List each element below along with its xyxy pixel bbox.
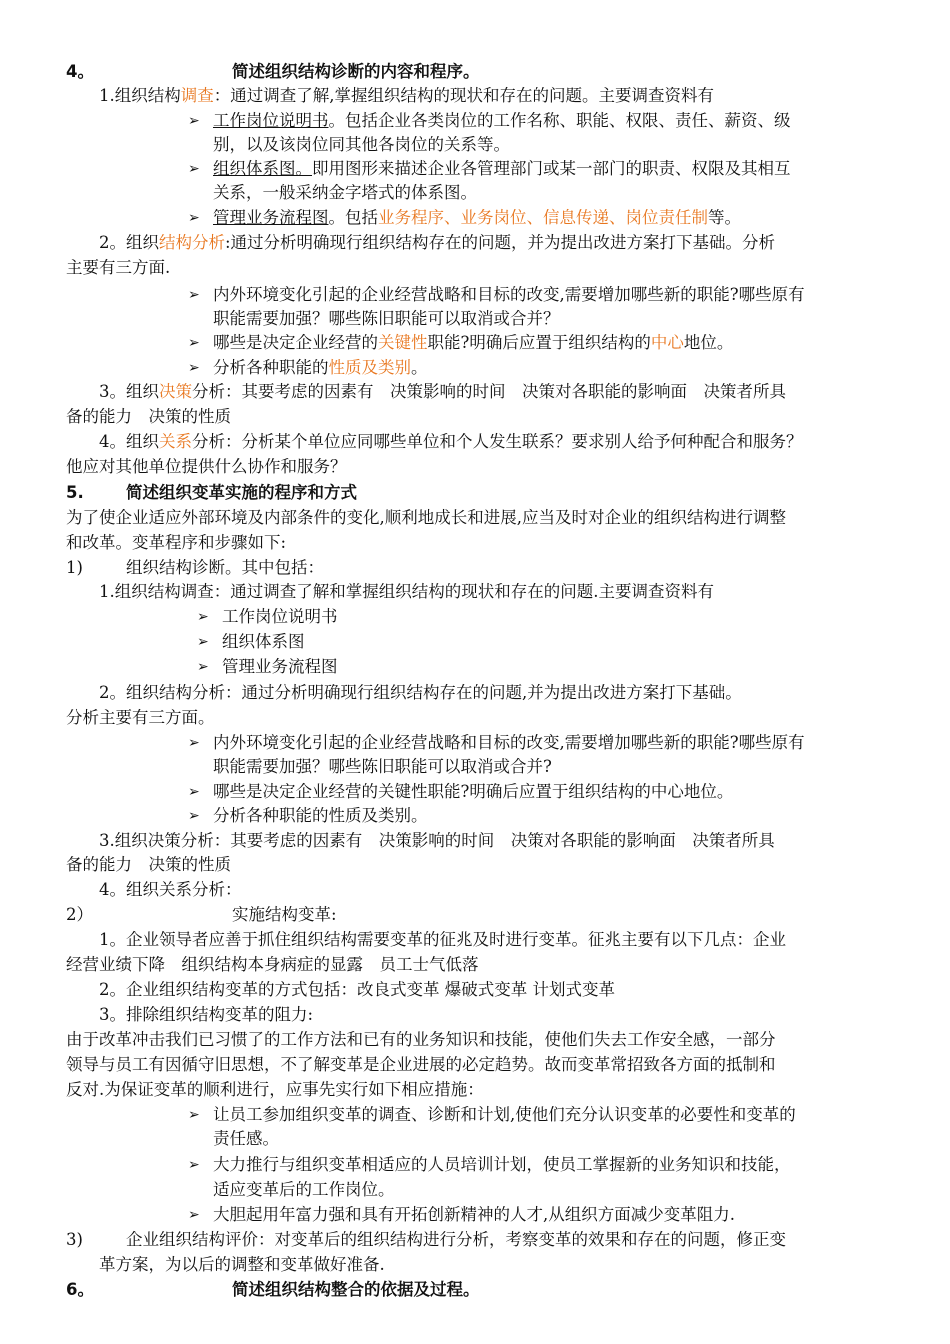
s5-doc-item-2: 组织体系图 bbox=[222, 632, 305, 651]
s5-step-2-para-3: 3。排除组织结构变革的阻力: bbox=[99, 1005, 314, 1024]
s4-analysis-2: 哪些是决定企业经营的关键性职能?明确后应置于组织结构的中心地位。 bbox=[213, 333, 734, 352]
s5-step-1-para-1: 1.组织结构调查：通过调查了解和掌握组织结构的现状和存在的问题.主要调查资料有 bbox=[99, 582, 714, 601]
s4-para-2: 2。组织结构分析:通过分析明确现行组织结构存在的问题，并为提出改进方案打下基础。分析 bbox=[99, 233, 776, 252]
s4-para-3-line-2: 备的能力 决策的性质 bbox=[66, 407, 231, 426]
s5-analysis-1-line-2: 职能需要加强？哪些陈旧职能可以取消或合并? bbox=[213, 757, 552, 776]
s4-para-2-line-2: 主要有三方面. bbox=[66, 258, 171, 277]
s4-para-4-line-2: 他应对其他单位提供什么协作和服务？ bbox=[66, 457, 347, 476]
s5-analysis-2: 哪些是决定企业经营的关键性职能?明确后应置于组织结构的中心地位。 bbox=[213, 782, 734, 801]
s5-doc-item-3: 管理业务流程图 bbox=[222, 657, 338, 676]
s4-bullet-2-line-2: 关系，一般采纳金字塔式的体系图。 bbox=[213, 183, 477, 202]
bullet-icon: ➢ bbox=[188, 784, 200, 800]
bullet-icon: ➢ bbox=[197, 634, 209, 650]
s4-bullet-2: 组织体系图。即用图形来描述企业各管理部门或某一部门的职责、权限及其相互 bbox=[213, 159, 791, 178]
bullet-icon: ➢ bbox=[188, 161, 200, 177]
section-6-title: 简述组织结构整合的依据及过程。 bbox=[232, 1280, 480, 1299]
s5-measure-1: 让员工参加组织变革的调查、诊断和计划,使他们充分认识变革的必要性和变革的 bbox=[213, 1105, 796, 1124]
section-6-number: 6。 bbox=[66, 1280, 94, 1299]
s5-measure-2-line-2: 适应变革后的工作岗位。 bbox=[213, 1180, 395, 1199]
bullet-icon: ➢ bbox=[188, 1157, 200, 1173]
bullet-icon: ➢ bbox=[188, 210, 200, 226]
bullet-icon: ➢ bbox=[188, 287, 200, 303]
s5-step-2-para-1: 1。企业领导者应善于抓住组织结构需要变革的征兆及时进行变革。征兆主要有以下几点：企业 bbox=[99, 930, 786, 949]
bullet-icon: ➢ bbox=[197, 659, 209, 675]
s5-resistance-para-line-2: 领导与员工有因循守旧思想，不了解变革是企业进展的必定趋势。故而变革常招致各方面的抵制和 bbox=[66, 1055, 776, 1074]
section-4-number: 4。 bbox=[66, 62, 94, 81]
s5-step-3-number: 3) bbox=[66, 1230, 83, 1249]
section-4-title: 简述组织结构诊断的内容和程序。 bbox=[232, 62, 480, 81]
s4-analysis-1-line-2: 职能需要加强？哪些陈旧职能可以取消或合并？ bbox=[213, 309, 560, 328]
bullet-icon: ➢ bbox=[197, 609, 209, 625]
s4-bullet-3: 管理业务流程图。包括业务程序、业务岗位、信息传递、岗位责任制等。 bbox=[213, 208, 741, 227]
s5-step-3-text: 企业组织结构评价：对变革后的组织结构进行分析，考察变革的效果和存在的问题，修正变 bbox=[126, 1230, 786, 1249]
section-5-number: 5. bbox=[66, 483, 84, 502]
s5-step-2-para-1-line-2: 经营业绩下降 组织结构本身病症的显露 员工士气低落 bbox=[66, 955, 479, 974]
bullet-icon: ➢ bbox=[188, 360, 200, 376]
bullet-icon: ➢ bbox=[188, 735, 200, 751]
s4-para-1: 1.组织结构调查：通过调查了解,掌握组织结构的现状和存在的问题。主要调查资料有 bbox=[99, 86, 714, 105]
s5-step-2-number: 2） bbox=[66, 905, 93, 924]
s5-step-1-para-2: 2。组织结构分析：通过分析明确现行组织结构存在的问题,并为提出改进方案打下基础。 bbox=[99, 683, 742, 702]
s4-bullet-1-line-2: 别，以及该岗位同其他各岗位的关系等。 bbox=[213, 135, 510, 154]
s5-analysis-1: 内外环境变化引起的企业经营战略和目标的改变,需要增加哪些新的职能?哪些原有 bbox=[213, 733, 805, 752]
s5-step-1-para-2-line-2: 分析主要有三方面。 bbox=[66, 708, 215, 727]
s5-intro-line-2: 和改革。变革程序和步骤如下: bbox=[66, 533, 287, 552]
s5-step-1-number: 1) bbox=[66, 558, 83, 577]
s4-analysis-1: 内外环境变化引起的企业经营战略和目标的改变,需要增加哪些新的职能?哪些原有 bbox=[213, 285, 805, 304]
s5-resistance-para: 由于改革冲击我们已习惯了的工作方法和已有的业务知识和技能，使他们失去工作安全感，一部分 bbox=[66, 1030, 776, 1049]
s4-para-4: 4。组织关系分析：分析某个单位应同哪些单位和个人发生联系？要求别人给予何种配合和服务？ bbox=[99, 432, 803, 451]
s5-measure-2: 大力推行与组织变革相适应的人员培训计划，使员工掌握新的业务知识和技能， bbox=[213, 1155, 791, 1174]
s5-resistance-para-line-3: 反对.为保证变革的顺利进行，应事先实行如下相应措施： bbox=[66, 1080, 484, 1099]
s4-analysis-3: 分析各种职能的性质及类别。 bbox=[213, 358, 428, 377]
s5-measure-3: 大胆起用年富力强和具有开拓创新精神的人才,从组织方面减少变革阻力. bbox=[213, 1205, 735, 1224]
s5-step-2-text: 实施结构变革: bbox=[232, 905, 337, 924]
s5-analysis-3: 分析各种职能的性质及类别。 bbox=[213, 806, 428, 825]
section-5-title: 简述组织变革实施的程序和方式 bbox=[126, 483, 357, 502]
bullet-icon: ➢ bbox=[188, 113, 200, 129]
s5-step-1-para-4: 4。组织关系分析： bbox=[99, 880, 242, 899]
s5-doc-item-1: 工作岗位说明书 bbox=[222, 607, 338, 626]
s5-step-1-text: 组织结构诊断。其中包括： bbox=[126, 558, 324, 577]
s5-intro: 为了使企业适应外部环境及内部条件的变化,顺利地成长和进展,应当及时对企业的组织结构进行调整 bbox=[66, 508, 786, 527]
s5-measure-1-line-2: 责任感。 bbox=[213, 1129, 279, 1148]
s4-para-3: 3。组织决策分析：其要考虑的因素有 决策影响的时间 决策对各职能的影响面 决策者所具 bbox=[99, 382, 786, 401]
bullet-icon: ➢ bbox=[188, 808, 200, 824]
s4-bullet-1: 工作岗位说明书。包括企业各类岗位的工作名称、职能、权限、责任、薪资、级 bbox=[213, 111, 791, 130]
s5-step-1-para-3: 3.组织决策分析：其要考虑的因素有 决策影响的时间 决策对各职能的影响面 决策者所具 bbox=[99, 831, 775, 850]
s5-step-3-text-line-2: 革方案，为以后的调整和变革做好准备. bbox=[99, 1255, 385, 1274]
s5-step-1-para-3-line-2: 备的能力 决策的性质 bbox=[66, 855, 231, 874]
bullet-icon: ➢ bbox=[188, 335, 200, 351]
bullet-icon: ➢ bbox=[188, 1207, 200, 1223]
s5-step-2-para-2: 2。企业组织结构变革的方式包括：改良式变革 爆破式变革 计划式变革 bbox=[99, 980, 615, 999]
bullet-icon: ➢ bbox=[188, 1107, 200, 1123]
